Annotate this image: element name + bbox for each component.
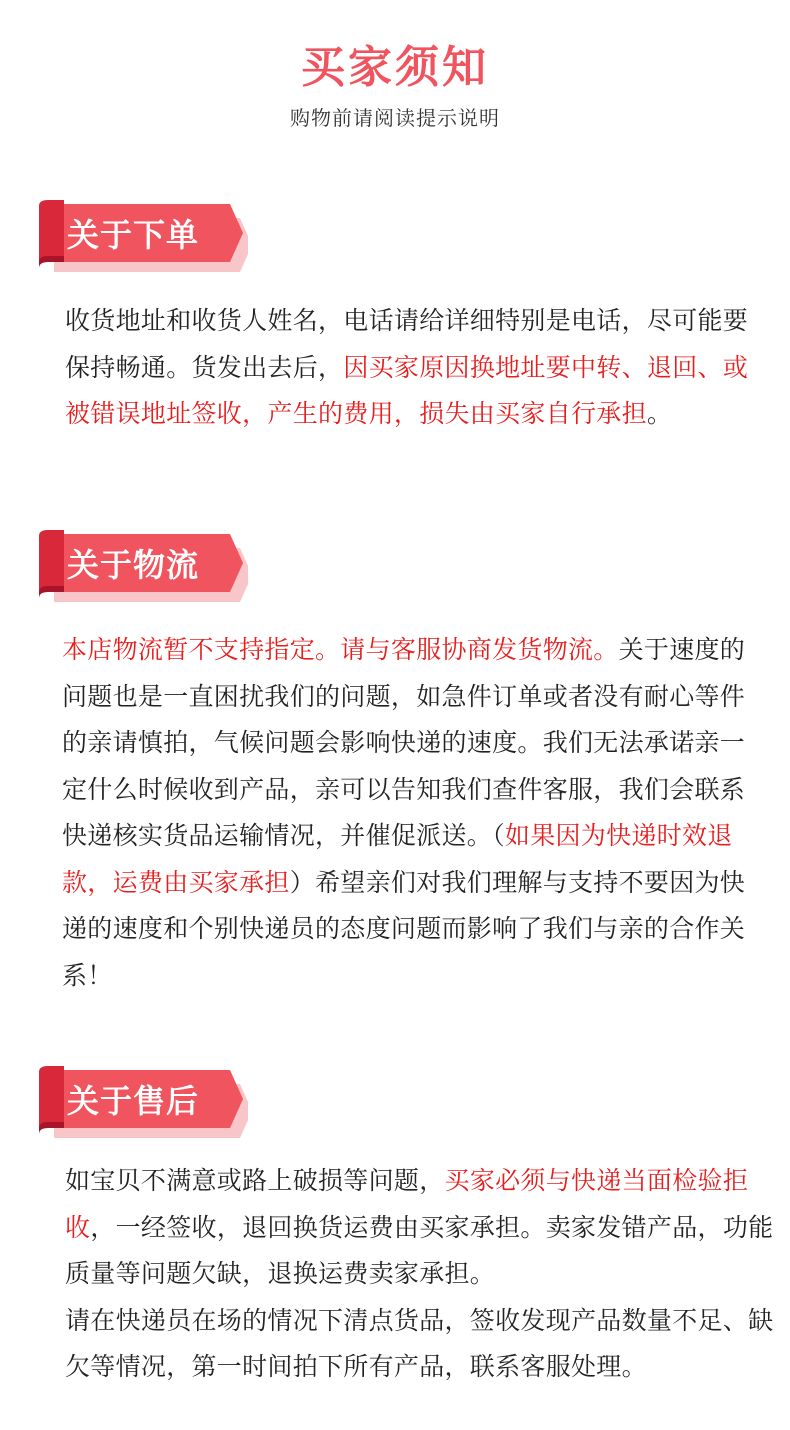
highlight-text: 因买家原因换地址要中转、退回、或被错误地址签收，产生的费用，损失由买家自行承担 [65,352,749,428]
highlight-text: 如果因为快递时效退款，运费由买家承担 [62,821,733,897]
body-text: 请在快递员在场的情况下清点货品，签收发现产品数量不足、缺欠等情况，第一时间拍下所有产品，联系客服处理。 [65,1305,774,1381]
body-text: 如宝贝不满意或路上破损等问题， [65,1166,445,1195]
section-body-logistics [62,627,762,999]
section-title: 关于物流 [67,546,200,584]
section-body-order [65,298,765,438]
page-header [0,38,790,131]
page-subtitle: 购物前请阅读提示说明 [290,106,500,130]
highlight-text: 本店物流暂不支持指定。请与客服协商发货物流。 [62,635,619,664]
highlight-text: 买家必须与快递当面检验拒收 [65,1166,749,1242]
section-tag-order [36,200,248,274]
paragraph [65,1158,775,1298]
body-text: 收货地址和收货人姓名，电话请给详细特别是电话，尽可能要保持畅通。货发出去后， [65,306,749,382]
section-title: 关于下单 [67,216,200,254]
section-tag-logistics [36,530,248,604]
body-text: 。 [646,399,673,428]
page-title: 买家须知 [301,42,489,93]
body-text: ）希望亲们对我们理解与支持不要因为快递的速度和个别快递员的态度问题而影响了我们与亲的合作关系！ [62,867,746,990]
section-body-aftersale [65,1158,775,1391]
section-title: 关于售后 [67,1082,200,1120]
paragraph [65,1298,775,1391]
body-text: ，一经签收，退回换货运费由买家承担。卖家发错产品，功能质量等问题欠缺，退换运费卖家承担。 [65,1212,774,1288]
body-text: 关于速度的问题也是一直困扰我们的问题，如急件订单或者没有耐心等件的亲请慎拍，气候问题会影响快递的速度。我们无法承诺亲一定什么时候收到产品，亲可以告知我们查件客服，我们会联系快递核实货品运输情况，并催促派送。（ [62,635,746,850]
section-tag-aftersale [36,1066,248,1140]
